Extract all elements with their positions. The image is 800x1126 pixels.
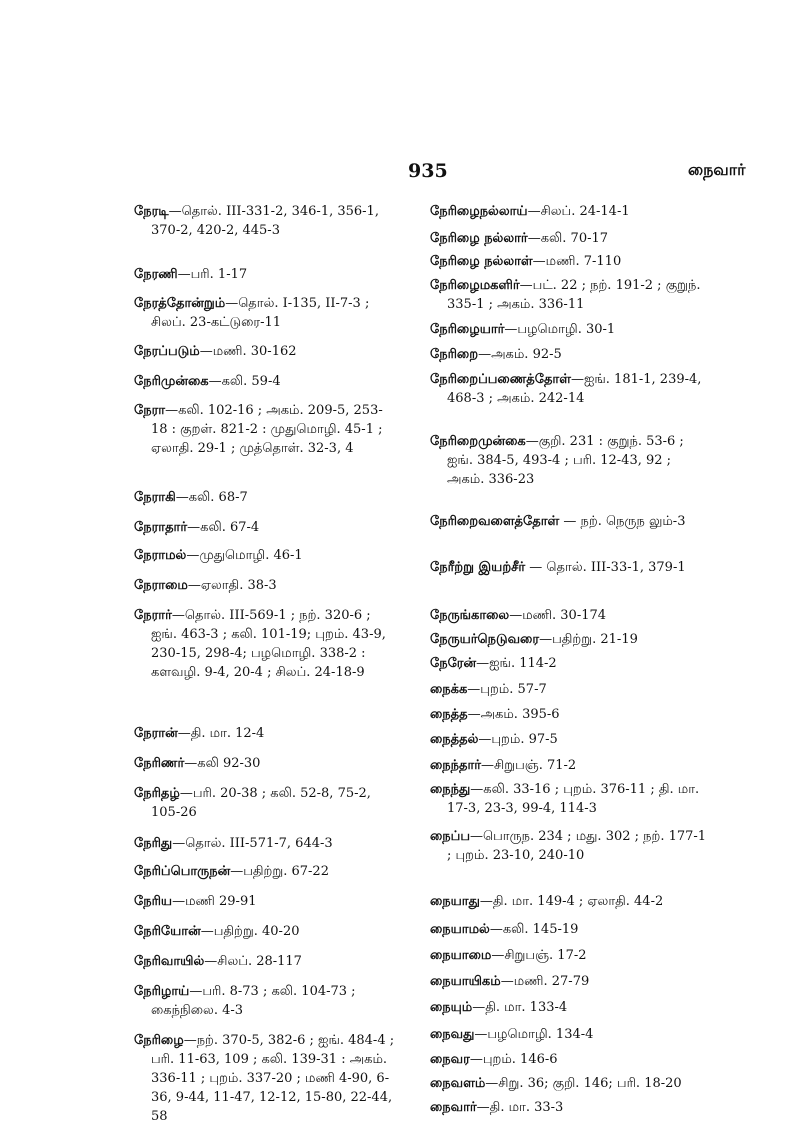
index-entry [430,1098,708,1117]
references: —மணி. 27-79 [500,974,590,989]
headword: நைப்ப [430,829,470,844]
headword: நையாமை [430,948,492,963]
headword: நேரப்படும் [134,344,200,359]
references: —பழமொழி. 134-4 [474,1027,594,1042]
references: —கலி. 67-4 [187,520,260,535]
references: —ஐங். 114-2 [476,656,557,671]
references: —கலி 92-30 [184,756,261,771]
headword: நேரார் [134,608,172,623]
headword: நேரடி [134,204,169,219]
references: —தி. மா. 133-4 [472,1000,568,1015]
index-entry [430,558,708,577]
references: —சிறு. 36; குறி. 146; பரி. 18-20 [485,1076,682,1091]
index-entry [430,730,708,749]
index-entry [134,834,396,853]
references: — தொல். III-33-1, 379-1 [525,560,686,575]
index-entry [430,202,708,221]
headword: நேரிழையார் [430,322,505,337]
index-entry [430,998,708,1017]
index-entry [430,946,708,965]
index-entry [134,372,396,391]
index-entry [430,630,708,649]
index-entry [430,705,708,724]
headword: நேரிணர் [134,756,185,771]
index-entry [430,320,708,339]
references: —தொல். III-571-7, 644-3 [172,836,333,851]
headword: நையாது [430,894,480,909]
headword: நேரியோன் [134,924,201,939]
references: —ஐங். 181-1, 239-4, 468-3 ; அகம். 242-14 [447,372,702,406]
index-entry [134,862,396,881]
headword: நேரேன் [430,656,477,671]
headword: நேரிழை [134,1033,184,1048]
references: —பரி. 1-17 [177,267,248,282]
references: —ஏலாதி. 38-3 [187,578,277,593]
index-entry [134,265,396,284]
headword: நேரீற்று இயற்சீர் [430,560,526,575]
index-entry [430,780,708,818]
references: —மணி. 30-174 [509,608,607,623]
index-entry [134,202,396,240]
headword: நைந்து [430,782,471,797]
references: —புறம். 97-5 [478,732,558,747]
references: —புறம். 57-7 [467,682,547,697]
index-entry [134,892,396,911]
references: —கலி. 59-4 [208,374,281,389]
references: —கலி. 70-17 [527,231,609,246]
headword: நேரிறைமுன்கை [430,434,526,449]
index-entry [134,952,396,971]
headword: நேராதார் [134,520,188,535]
index-entry [430,827,708,865]
index-entry [430,229,708,248]
headword: நேரிழை நல்லாள் [430,254,533,269]
references: —சிறுபஞ். 17-2 [491,948,587,963]
references: —சிலப். 24-14-1 [527,204,630,219]
references: —பட். 22 ; நற். 191-2 ; குறுந். 335-1 ; அகம். 336-11 [447,278,701,312]
headword: நையாமல் [430,922,490,937]
headword: நேரிறைவளைத்தோள் [430,514,560,529]
index-entry [430,756,708,775]
headword: நைவளம் [430,1076,486,1091]
index-entry [134,342,396,361]
headword: நேருயர்நெடுவரை [430,632,540,647]
references: — நற். நெருந லும்-3 [559,514,686,529]
headword: நேரிவாயில் [134,954,205,969]
headword: நேரிறை [430,347,479,362]
references: —நற். 370-5, 382-6 ; ஐங். 484-4 ; பரி. 11-63, 109 ; கலி. 139-31 : அகம். 336-11 ; புறம். 337-20 ; மணி 4-90, 6-36, 9-44, 11-47, 12-12, 15-80, 22-44, 58 [151,1033,395,1124]
headword: நேரிறைப்பணைத்தோள் [430,372,571,387]
headword: நேராகி [134,490,176,505]
headword: நேரிழாய் [134,984,190,999]
references: —பதிற்று. 21-19 [539,632,638,647]
references: —பரி. 8-73 ; கலி. 104-73 ; கைந்நிலை. 4-3 [151,984,356,1018]
index-entry [430,606,708,625]
index-entry [134,488,396,507]
headword: நேரணி [134,267,178,282]
references: —தி. மா. 149-4 ; ஏலாதி. 44-2 [479,894,664,909]
references: —பரி. 20-38 ; கலி. 52-8, 75-2, 105-26 [151,786,371,820]
headword: நைந்தார் [430,758,482,773]
headword: நேருங்காலை [430,608,510,623]
references: —கலி. 102-16 ; அகம். 209-5, 253-18 : குறள். 821-2 : முதுமொழி. 45-1 ; ஏலாதி. 29-1 ; முத்தொள். 32-3, 4 [151,403,383,456]
references: —மணி. 30-162 [199,344,297,359]
headword: நைத்த [430,707,468,722]
references: —அகம். 92-5 [478,347,562,362]
references: —பதிற்று. 67-22 [230,864,329,879]
running-head: நைவார் [688,160,746,179]
headword: நைத்தல் [430,732,479,747]
references: —கலி. 68-7 [175,490,248,505]
index-entry [430,345,708,364]
references: —அகம். 395-6 [467,707,560,722]
headword: நேரிப்பொருநன் [134,864,231,879]
headword: நேராமை [134,578,188,593]
index-entry [430,680,708,699]
index-entry [134,546,396,565]
index-entry [134,922,396,941]
index-entry [430,432,708,489]
headword: நேராமல் [134,548,187,563]
references: —மணி 29-91 [172,894,257,909]
headword: நையும் [430,1000,473,1015]
index-entry [430,276,708,314]
headword: நேரத்தோன்றும் [134,296,226,311]
headword: நேரிமுன்கை [134,374,209,389]
index-entry [134,518,396,537]
index-entry [134,724,396,743]
index-entry [430,1025,708,1044]
headword: நைவது [430,1027,475,1042]
index-entry [134,982,396,1020]
headword: நேரான் [134,726,178,741]
references: —தொல். I-135, II-7-3 ; சிலப். 23-கட்டுரை-11 [151,296,370,330]
headword: நேரிழைமகளிர் [430,278,520,293]
index-entry [430,654,708,673]
index-entry [134,754,396,773]
references: —பதிற்று. 40-20 [200,924,300,939]
index-entry [430,370,708,408]
references: —பழமொழி. 30-1 [504,322,616,337]
references: —புறம். 146-6 [469,1052,558,1067]
headword: நேரா [134,403,166,418]
references: —தொல். III-331-2, 346-1, 356-1, 370-2, 420-2, 445-3 [151,204,379,238]
index-entry [134,294,396,332]
index-entry [430,920,708,939]
references: —மணி. 7-110 [532,254,622,269]
headword: நையாயிகம் [430,974,501,989]
index-entry [430,1050,708,1069]
index-entry [134,576,396,595]
index-entry [430,892,708,911]
references: —கலி. 33-16 ; புறம். 376-11 ; தி. மா. 17-3, 23-3, 99-4, 114-3 [447,782,700,816]
index-entry [134,784,396,822]
references: —தி. மா. 12-4 [177,726,265,741]
index-entry [430,972,708,991]
headword: நேரிது [134,836,173,851]
references: —முதுமொழி. 46-1 [186,548,303,563]
index-entry [430,512,708,531]
headword: நைவார் [430,1100,477,1115]
references: —தொல். III-569-1 ; நற். 320-6 ; ஐங். 463-3 ; கலி. 101-19; புறம். 43-9, 230-15, 298-4; பழமொழி. 338-2 : களவழி. 9-4, 20-4 ; சிலப். 24-18-9 [151,608,386,680]
references: —சிலப். 28-117 [204,954,302,969]
index-entry [430,1074,708,1093]
references: —குறி. 231 : குறுந். 53-6 ; ஐங். 384-5, 493-4 ; பரி. 12-43, 92 ; அகம். 336-23 [447,434,684,487]
index-entry [430,252,708,271]
headword: நைவர [430,1052,470,1067]
headword: நேரிய [134,894,173,909]
page-number: 935 [408,160,448,182]
headword: நேரிழை நல்லார் [430,231,528,246]
index-entry [134,1031,396,1126]
headword: நைக்க [430,682,468,697]
references: —பொருந. 234 ; மது. 302 ; நற். 177-1 ; புறம். 23-10, 240-10 [447,829,707,863]
references: —தி. மா. 33-3 [476,1100,564,1115]
headword: நேரிதழ் [134,786,180,801]
index-entry [134,401,396,458]
headword: நேரிழைநல்லாய் [430,204,528,219]
references: —சிறுபஞ். 71-2 [481,758,577,773]
index-entry [134,606,396,682]
references: —கலி. 145-19 [489,922,579,937]
